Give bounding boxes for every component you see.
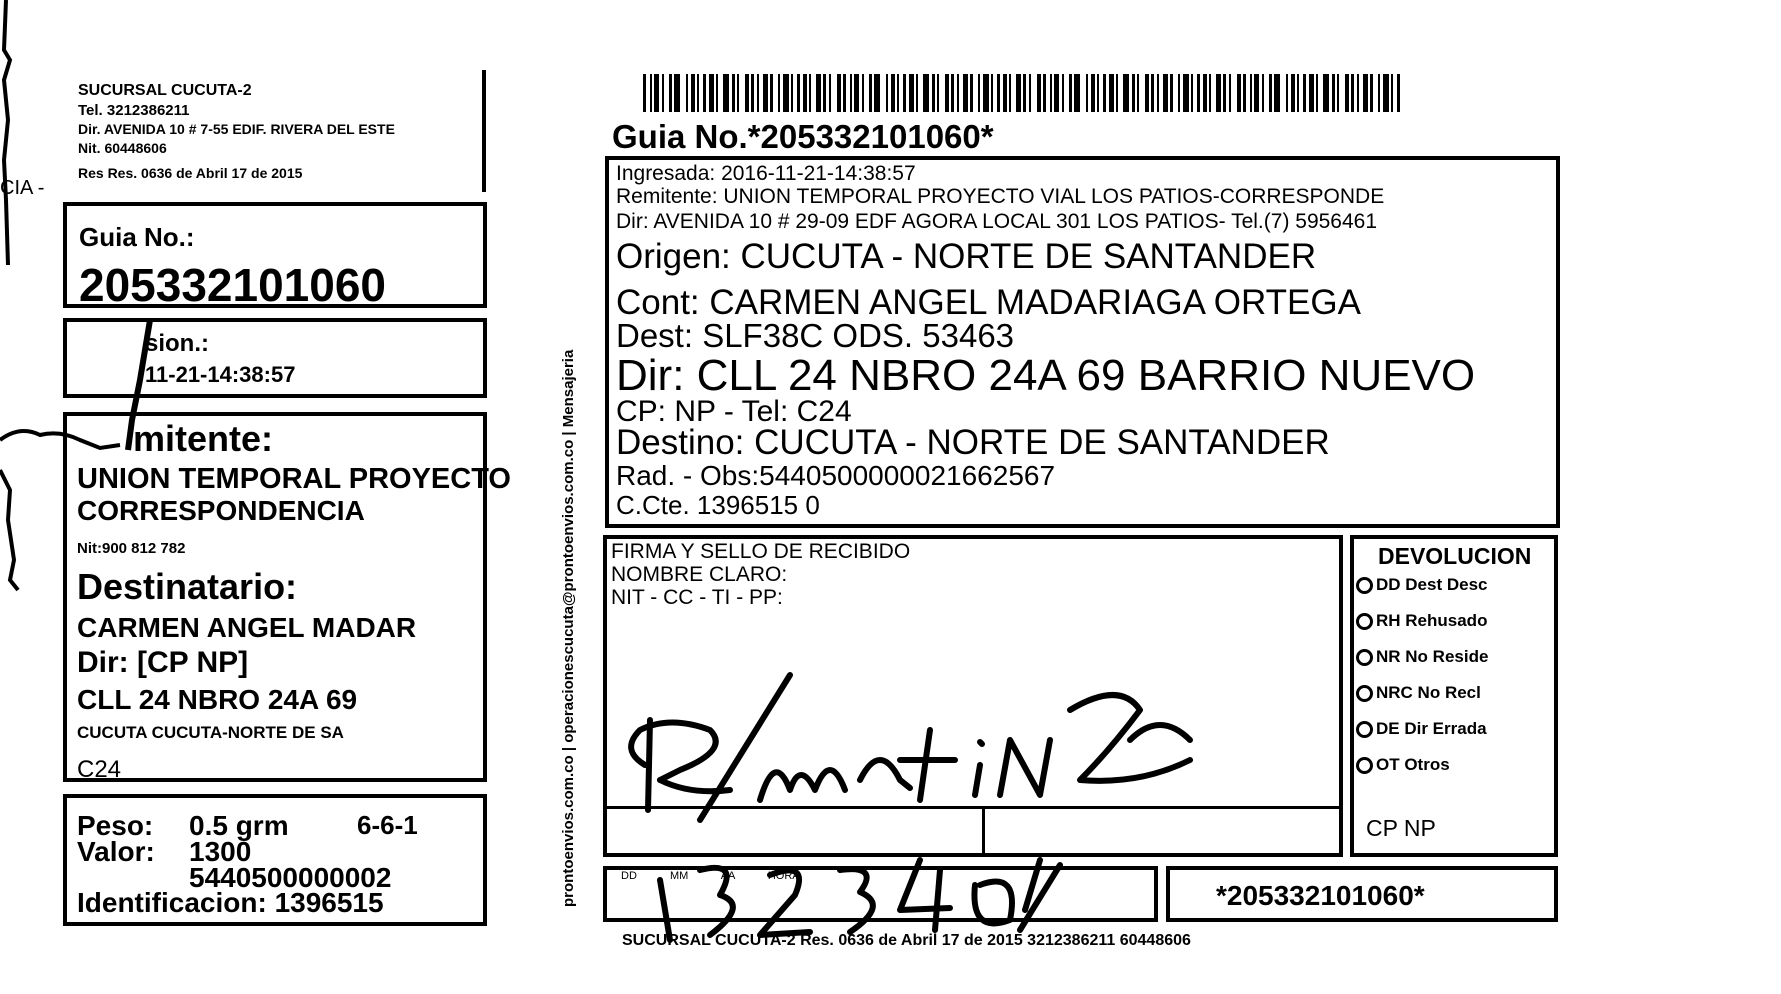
radio-icon[interactable] (1356, 685, 1373, 702)
nit-line: NIT - CC - TI - PP: (611, 586, 783, 609)
valor-label: Valor: (77, 836, 155, 867)
ref-number: 5440500000002 (189, 862, 392, 893)
devolucion-option (1356, 683, 1481, 703)
cont: Cont: CARMEN ANGEL MADARIAGA ORTEGA (616, 283, 1361, 322)
code-661: 6-6-1 (357, 810, 418, 840)
destino: Destino: CUCUTA - NORTE DE SANTANDER (616, 423, 1330, 462)
peso-label: Peso: (77, 810, 154, 841)
radio-icon[interactable] (1356, 757, 1373, 774)
emision-label: sion.: (145, 330, 209, 357)
rad-obs: Rad. - Obs:5440500000021662567 (616, 460, 1056, 491)
footer-text: SUCURSAL CUCUTA-2 Res. 0636 de Abril 17 de 2015 3212386211 60448606 (622, 932, 1191, 949)
barcode-number: *205332101060* (1216, 880, 1425, 911)
dest-address: CLL 24 NBRO 24A 69 (77, 684, 358, 715)
branch-tel: Tel. 3212386211 (78, 102, 190, 119)
devolucion-option (1356, 575, 1488, 595)
cp-tel: CP: NP - Tel: C24 (616, 395, 852, 428)
handwritten-signature (600, 670, 1280, 960)
dest: Dest: SLF38C ODS. 53463 (616, 317, 1015, 354)
radio-icon[interactable] (1356, 649, 1373, 666)
option-label: DD Dest Desc (1376, 575, 1488, 594)
dest-tel: C24 (77, 756, 122, 783)
devolucion-option (1356, 611, 1487, 631)
guia-title: Guia No.*205332101060* (612, 118, 994, 155)
remitente-line2: CORRESPONDENCIA (77, 495, 365, 526)
option-label: NRC No Recl (1376, 683, 1481, 702)
peso-value: 0.5 grm (189, 810, 289, 841)
firma-title: FIRMA Y SELLO DE RECIBIDO (611, 540, 911, 563)
nombre-claro: NOMBRE CLARO: (611, 563, 788, 586)
remitente-label: mitente: (133, 418, 274, 459)
devolucion-box (1350, 535, 1558, 857)
destinatario-label: Destinatario: (77, 566, 298, 607)
option-label: NR No Reside (1376, 647, 1489, 666)
cp-np: CP NP (1366, 815, 1436, 841)
devolucion-title: DEVOLUCION (1378, 543, 1532, 569)
remitente-full: Remitente: UNION TEMPORAL PROYECTO VIAL LOS PATIOS-CORRESPONDE (616, 185, 1385, 208)
dir-remitente: Dir: AVENIDA 10 # 29-09 EDF AGORA LOCAL 301 LOS PATIOS- Tel.(7) 5956461 (616, 210, 1378, 233)
devolucion-option (1356, 647, 1488, 667)
branch-res: Res Res. 0636 de Abril 17 de 2015 (78, 165, 303, 181)
identificacion: Identificacion: 1396515 (77, 887, 384, 918)
shipment-detail-box (605, 156, 1560, 528)
branch-nit: Nit. 60448606 (78, 140, 167, 156)
dest-name: CARMEN ANGEL MADAR (77, 612, 417, 643)
radio-icon[interactable] (1356, 721, 1373, 738)
dir: Dir: CLL 24 NBRO 24A 69 BARRIO NUEVO (616, 351, 1476, 400)
branch-dir: Dir. AVENIDA 10 # 7-55 EDIF. RIVERA DEL ESTE (78, 121, 395, 137)
valor-value: 1300 (189, 836, 252, 867)
torn-edge-marks (0, 0, 160, 994)
option-label: DE Dir Errada (1376, 719, 1487, 738)
guia-number: 205332101060 (79, 259, 386, 311)
option-label: RH Rehusado (1376, 611, 1488, 630)
edge-text: CIA - (0, 177, 45, 199)
ccte: C.Cte. 1396515 0 (616, 490, 820, 520)
devolucion-option (1356, 719, 1487, 739)
ingresada: Ingresada: 2016-11-21-14:38:57 (616, 162, 916, 185)
devolucion-option (1356, 755, 1450, 775)
remitente-line1: UNION TEMPORAL PROYECTO (77, 463, 511, 495)
branch-name: SUCURSAL CUCUTA-2 (78, 82, 252, 99)
date-header: DD MM AA HORA (621, 870, 800, 882)
guia-label: Guia No.: (79, 222, 195, 252)
remitente-nit: Nit:900 812 782 (77, 540, 186, 557)
origen: Origen: CUCUTA - NORTE DE SANTANDER (616, 237, 1317, 276)
emision-value: 11-21-14:38:57 (145, 362, 296, 387)
dest-dir: Dir: [CP NP] (77, 646, 249, 679)
vertical-contact-text: prontoenvios.com.co | operacionescucuta@prontoenvios.com.co | Mensajeria (560, 349, 577, 907)
radio-icon[interactable] (1356, 577, 1373, 594)
barcode-graphic (643, 74, 1408, 112)
option-label: OT Otros (1376, 755, 1450, 774)
dest-city: CUCUTA CUCUTA-NORTE DE SA (77, 723, 344, 742)
radio-icon[interactable] (1356, 613, 1373, 630)
